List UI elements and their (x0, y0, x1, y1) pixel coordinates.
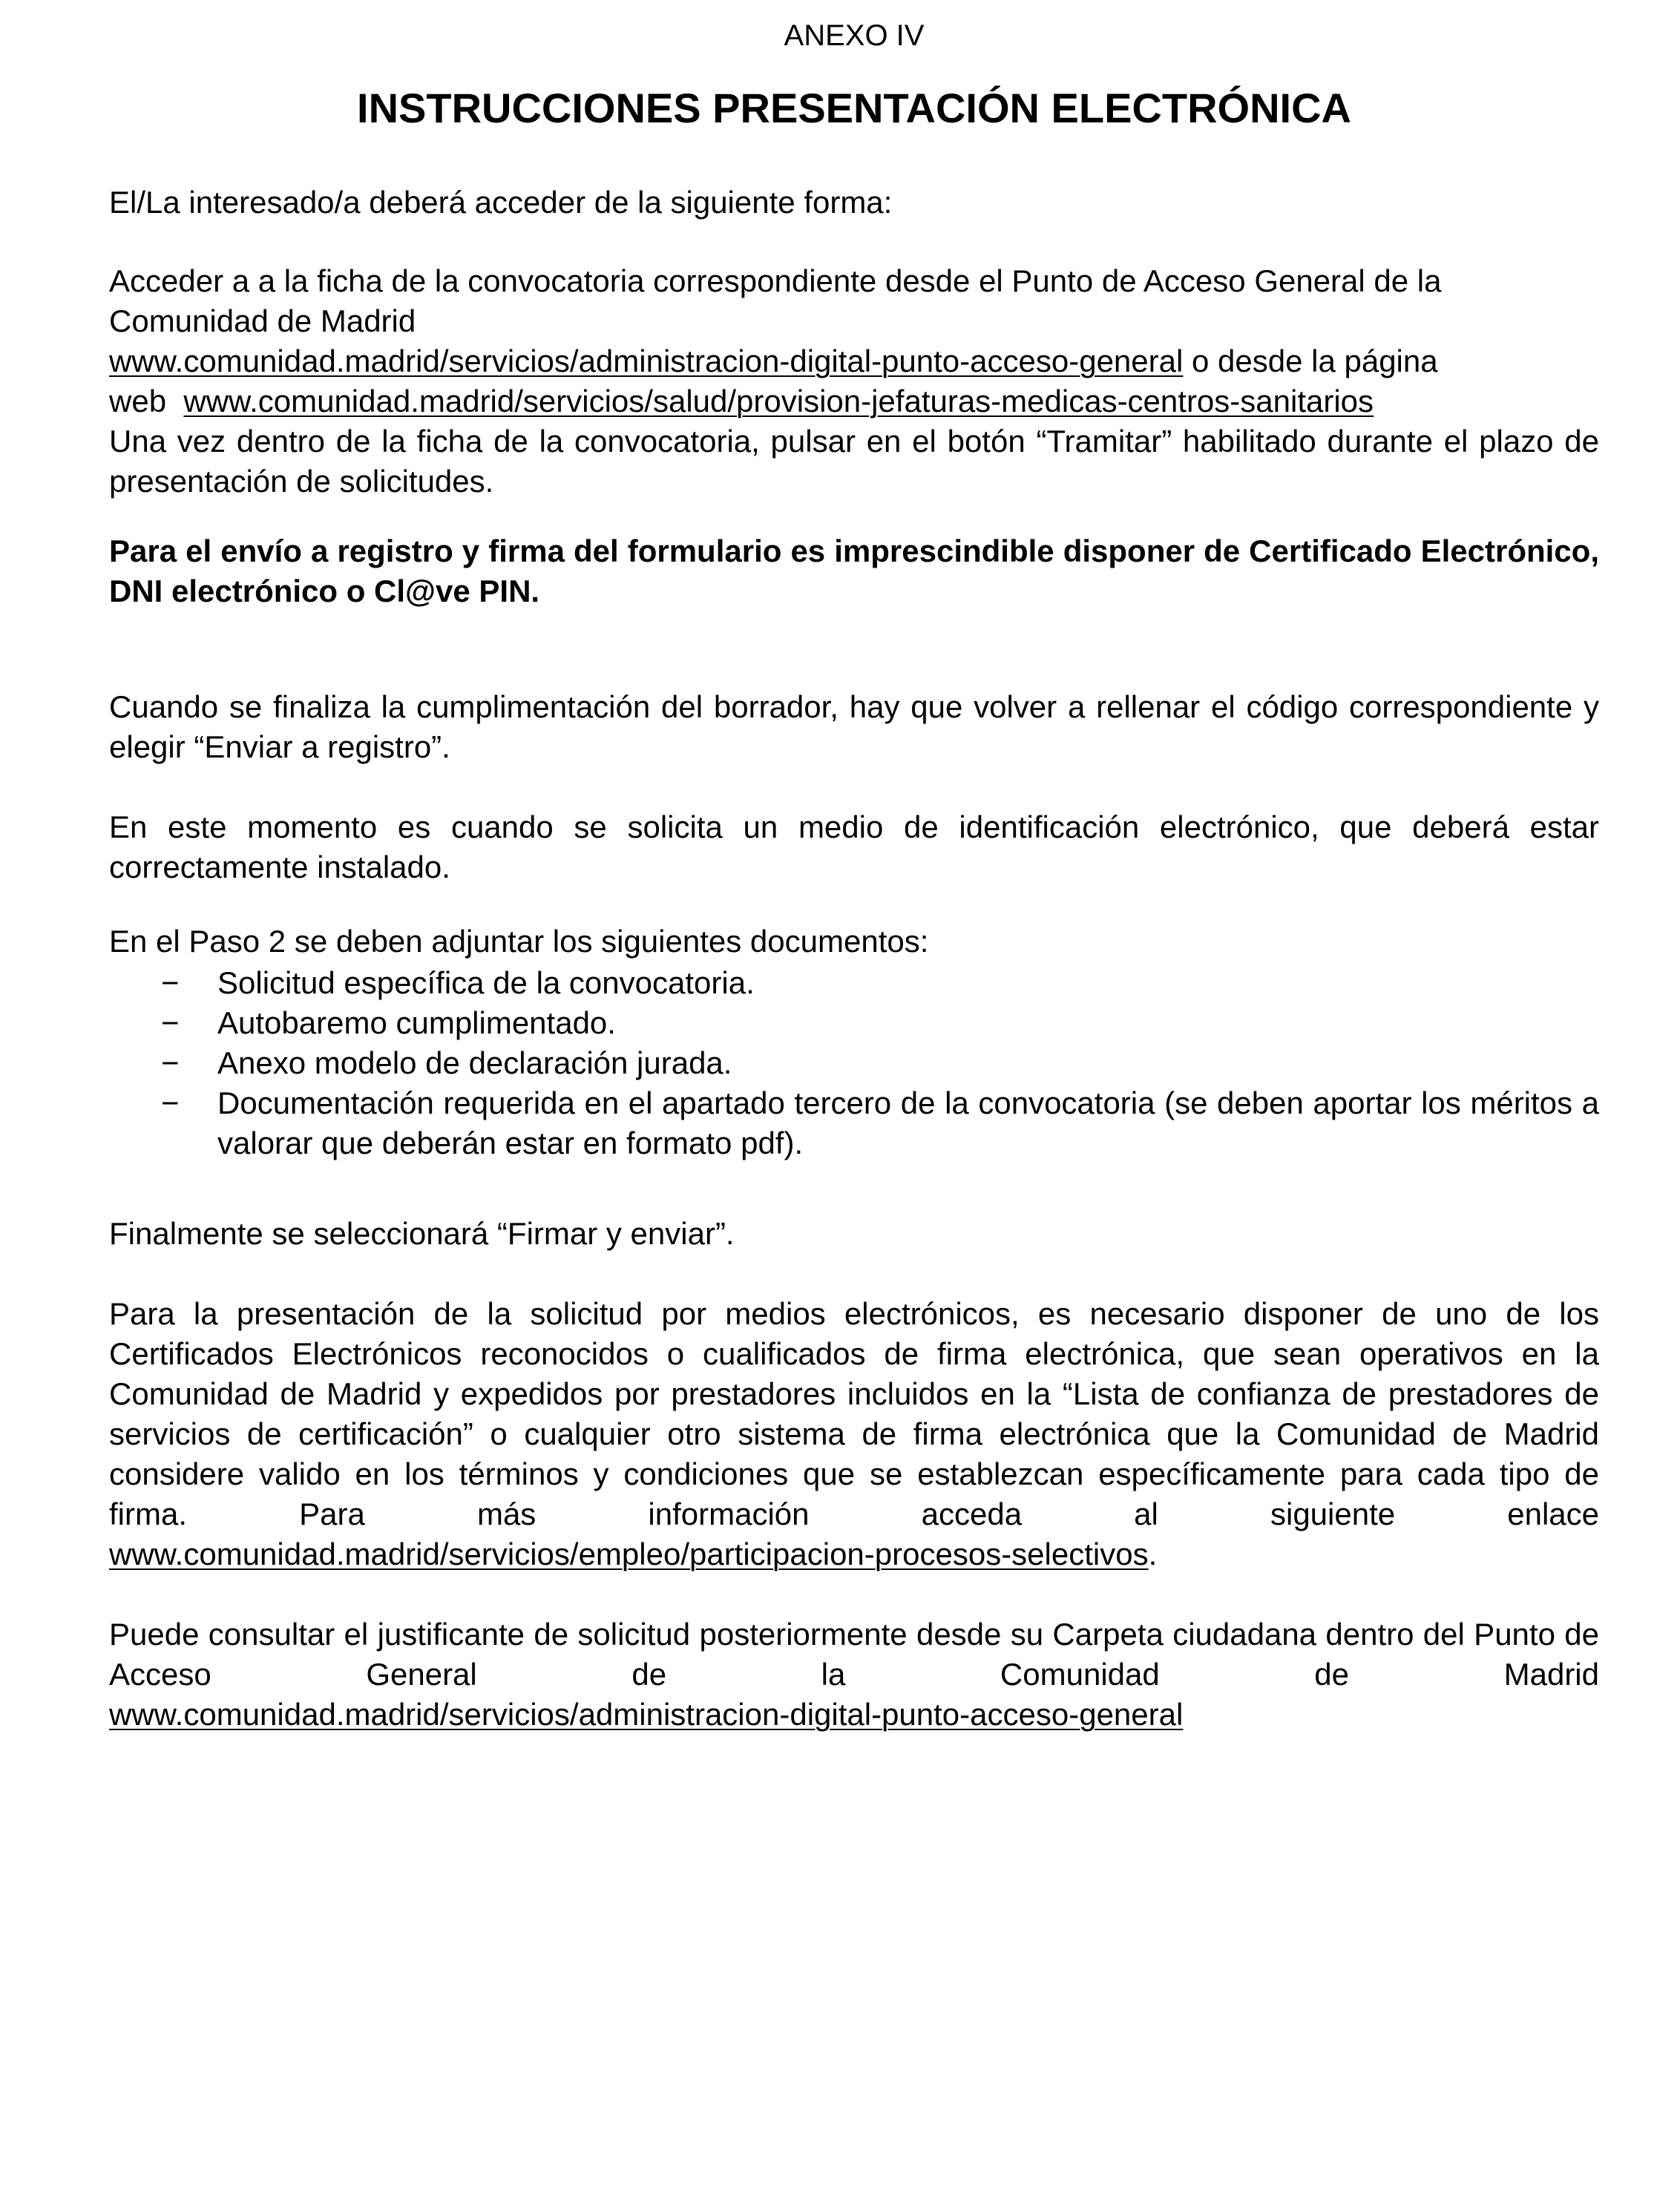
link-carpeta-ciudadana[interactable]: www.comunidad.madrid/servicios/administracion-digital-punto-acceso-general (109, 1697, 1184, 1732)
certificates-paragraph (109, 1294, 1599, 1574)
requirement-notice: Para el envío a registro y firma del formulario es imprescindible disponer de Certificado Electrónico, DNI electrónico o Cl@ve PIN. (109, 533, 1599, 608)
document-title: INSTRUCCIONES PRESENTACIÓN ELECTRÓNICA (357, 85, 1351, 131)
final-step-paragraph: Finalmente se seleccionará “Firmar y enviar”. (109, 1216, 735, 1251)
access-line-1: Acceder a a la ficha de la convocatoria correspondiente desde el Punto de Acceso General de la (109, 263, 1442, 298)
dash-bullet-icon: − (161, 1085, 180, 1120)
dash-bullet-icon: − (161, 1005, 180, 1040)
list-item-text: Solicitud específica de la convocatoria. (217, 965, 755, 1000)
tramitar-text: Una vez dentro de la ficha de la convocatoria, pulsar en el botón “Tramitar” habilitado durante el plazo de presentación de solicitudes. (109, 424, 1599, 499)
list-item (109, 1043, 1599, 1083)
annex-label: ANEXO IV (784, 19, 925, 52)
list-item-text: Documentación requerida en el apartado tercero de la convocatoria (se deben aportar los méritos a valorar que deberán estar en formato pdf). (217, 1085, 1599, 1160)
list-item (109, 963, 1599, 1003)
receipt-link-line (109, 1695, 1599, 1735)
certificates-period: . (1148, 1537, 1158, 1571)
access-after-link-text: o desde la página (1183, 344, 1438, 378)
receipt-text: Puede consultar el justificante de solicitud posteriormente desde su Carpeta ciudadana dentro del Punto de Acceso General de la Comunidad de Madrid (109, 1617, 1599, 1692)
draft-paragraph: Cuando se finaliza la cumplimentación del borrador, hay que volver a rellenar el código correspondiente y elegir “Enviar a registro”. (109, 689, 1599, 764)
link-procesos-selectivos[interactable]: www.comunidad.madrid/servicios/empleo/participacion-procesos-selectivos (109, 1537, 1149, 1571)
web-label: web (109, 384, 184, 418)
identification-paragraph: En este momento es cuando se solicita un medio de identificación electrónico, que deberá estar correctamente instalado. (109, 809, 1599, 884)
access-paragraph (109, 261, 1599, 502)
access-line-3 (109, 341, 1599, 381)
dash-bullet-icon: − (161, 1045, 180, 1080)
receipt-paragraph (109, 1614, 1599, 1735)
list-item-text: Anexo modelo de declaración jurada. (217, 1045, 732, 1080)
dash-bullet-icon: − (161, 965, 180, 1000)
intro-paragraph: El/La interesado/a deberá acceder de la siguiente forma: (109, 185, 893, 220)
access-line-4 (109, 381, 1599, 421)
step2-intro: En el Paso 2 se deben adjuntar los siguientes documentos: (109, 924, 929, 959)
documents-list (109, 963, 1599, 1163)
list-item-text: Autobaremo cumplimentado. (217, 1005, 616, 1040)
certificates-text: Para la presentación de la solicitud por medios electrónicos, es necesario disponer de uno de los Certificados Electrónicos reconocidos o cualificados de firma electrónica, que sean operativos en la Comunidad de Madrid y expedidos por prestadores incluidos en la “Lista de confianza de prestadores de servicios de certificación” o cualquier otro sistema de firma electrónica que la Comunidad de Madrid considere valido en los términos y condiciones que se establezcan específicamente para cada tipo de firma. Para más información acceda al siguiente enlace (109, 1296, 1599, 1531)
list-item (109, 1003, 1599, 1043)
link-provision-jefaturas[interactable]: www.comunidad.madrid/servicios/salud/provision-jefaturas-medicas-centros-sanitarios (183, 384, 1374, 418)
certificates-link-line (109, 1534, 1599, 1574)
list-item (109, 1083, 1599, 1163)
link-punto-acceso-general[interactable]: www.comunidad.madrid/servicios/administracion-digital-punto-acceso-general (109, 344, 1184, 378)
access-line-2: Comunidad de Madrid (109, 303, 416, 338)
